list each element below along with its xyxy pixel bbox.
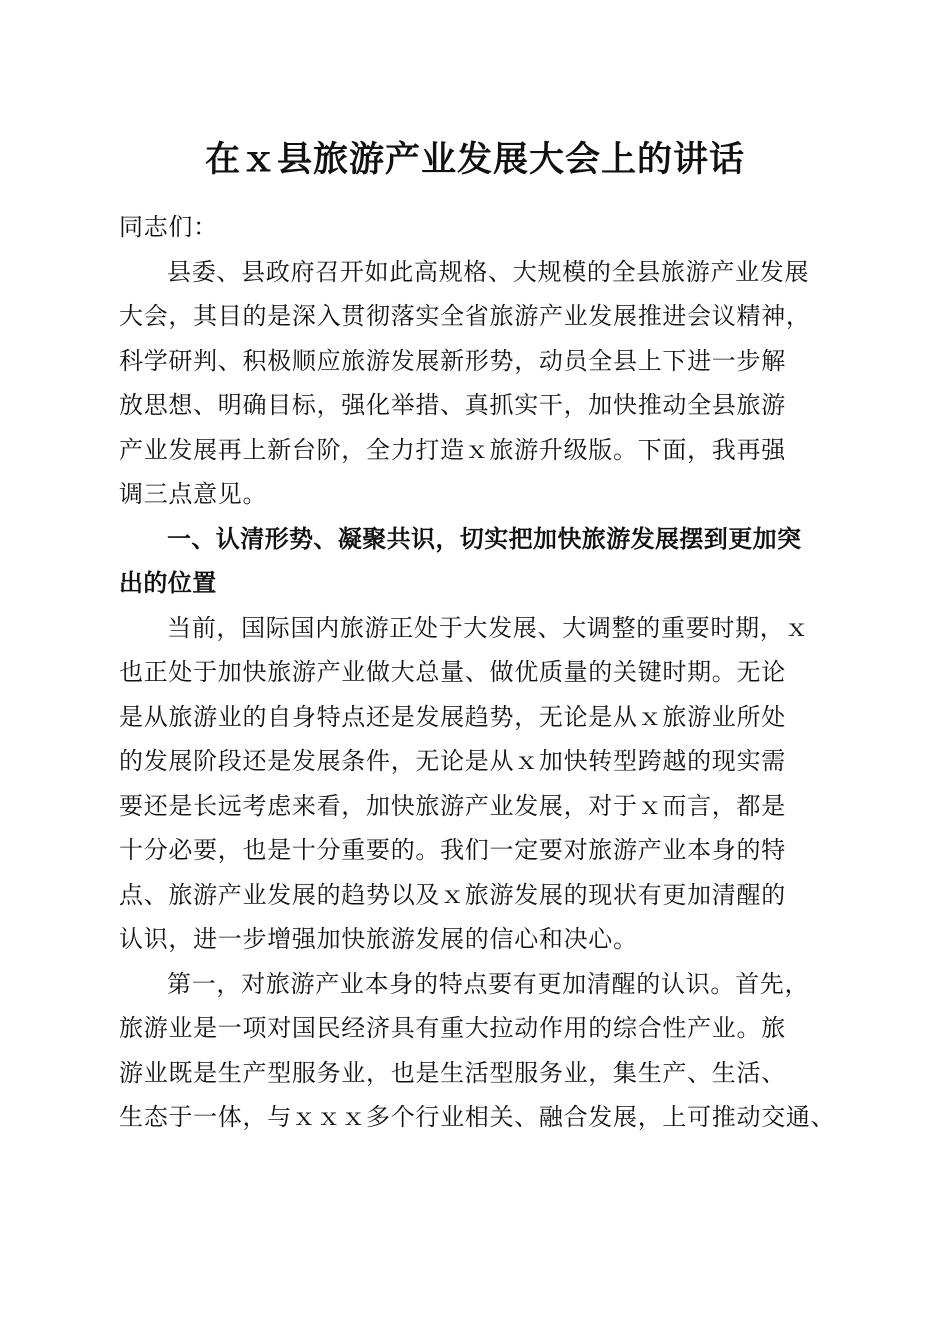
paragraph-line: 要还是长远考虑来看，加快旅游产业发展，对于ｘ而言，都是	[119, 791, 786, 820]
document-body	[119, 205, 834, 1140]
paragraph-line: 当前，国际国内旅游正处于大发展、大调整的重要时期，ｘ	[167, 613, 810, 642]
document-title: 在ｘ县旅游产业发展大会上的讲话	[204, 139, 745, 180]
paragraph-line: 也正处于加快旅游产业做大总量、做优质量的关键时期。无论	[119, 658, 786, 686]
paragraph-line: 认识，进一步增强加快旅游发展的信心和决心。	[119, 925, 638, 953]
paragraph-line: 游业既是生产型服务业，也是生活型服务业，集生产、生活、	[119, 1058, 786, 1087]
paragraph-line: 的发展阶段还是发展条件，无论是从ｘ加快转型跨越的现实需	[119, 747, 786, 775]
paragraph-line: 旅游业是一项对国民经济具有重大拉动作用的综合性产业。旅	[119, 1014, 786, 1042]
paragraph-line: 产业发展再上新台阶，全力打造ｘ旅游升级版。下面，我再强	[119, 435, 786, 464]
salutation: 同志们：	[119, 213, 218, 241]
paragraph-line: 调三点意见。	[119, 480, 268, 508]
paragraph-line: 科学研判、积极顺应旅游发展新形势，动员全县上下进一步解	[119, 346, 786, 375]
paragraph-line: 十分必要，也是十分重要的。我们一定要对旅游产业本身的特	[119, 836, 786, 864]
section-heading: 出的位置	[119, 569, 217, 597]
paragraph-line: 第一，对旅游产业本身的特点要有更加清醒的认识。首先，	[167, 969, 810, 998]
paragraph-line: 县委、县政府召开如此高规格、大规模的全县旅游产业发展	[167, 257, 810, 286]
paragraph-line: 生态于一体，与ｘｘｘ多个行业相关、融合发展，上可推动交通、	[119, 1103, 836, 1131]
paragraph-line: 点、旅游产业发展的趋势以及ｘ旅游发展的现状有更加清醒的	[119, 880, 786, 909]
paragraph-line: 大会，其目的是深入贯彻落实全省旅游产业发展推进会议精神，	[119, 302, 811, 330]
section-heading: 一、认清形势、凝聚共识，切实把加快旅游发展摆到更加突	[167, 524, 802, 553]
paragraph-line: 放思想、明确目标，强化举措、真抓实干，加快推动全县旅游	[119, 391, 786, 419]
paragraph-line: 是从旅游业的自身特点还是发展趋势，无论是从ｘ旅游业所处	[119, 702, 786, 731]
